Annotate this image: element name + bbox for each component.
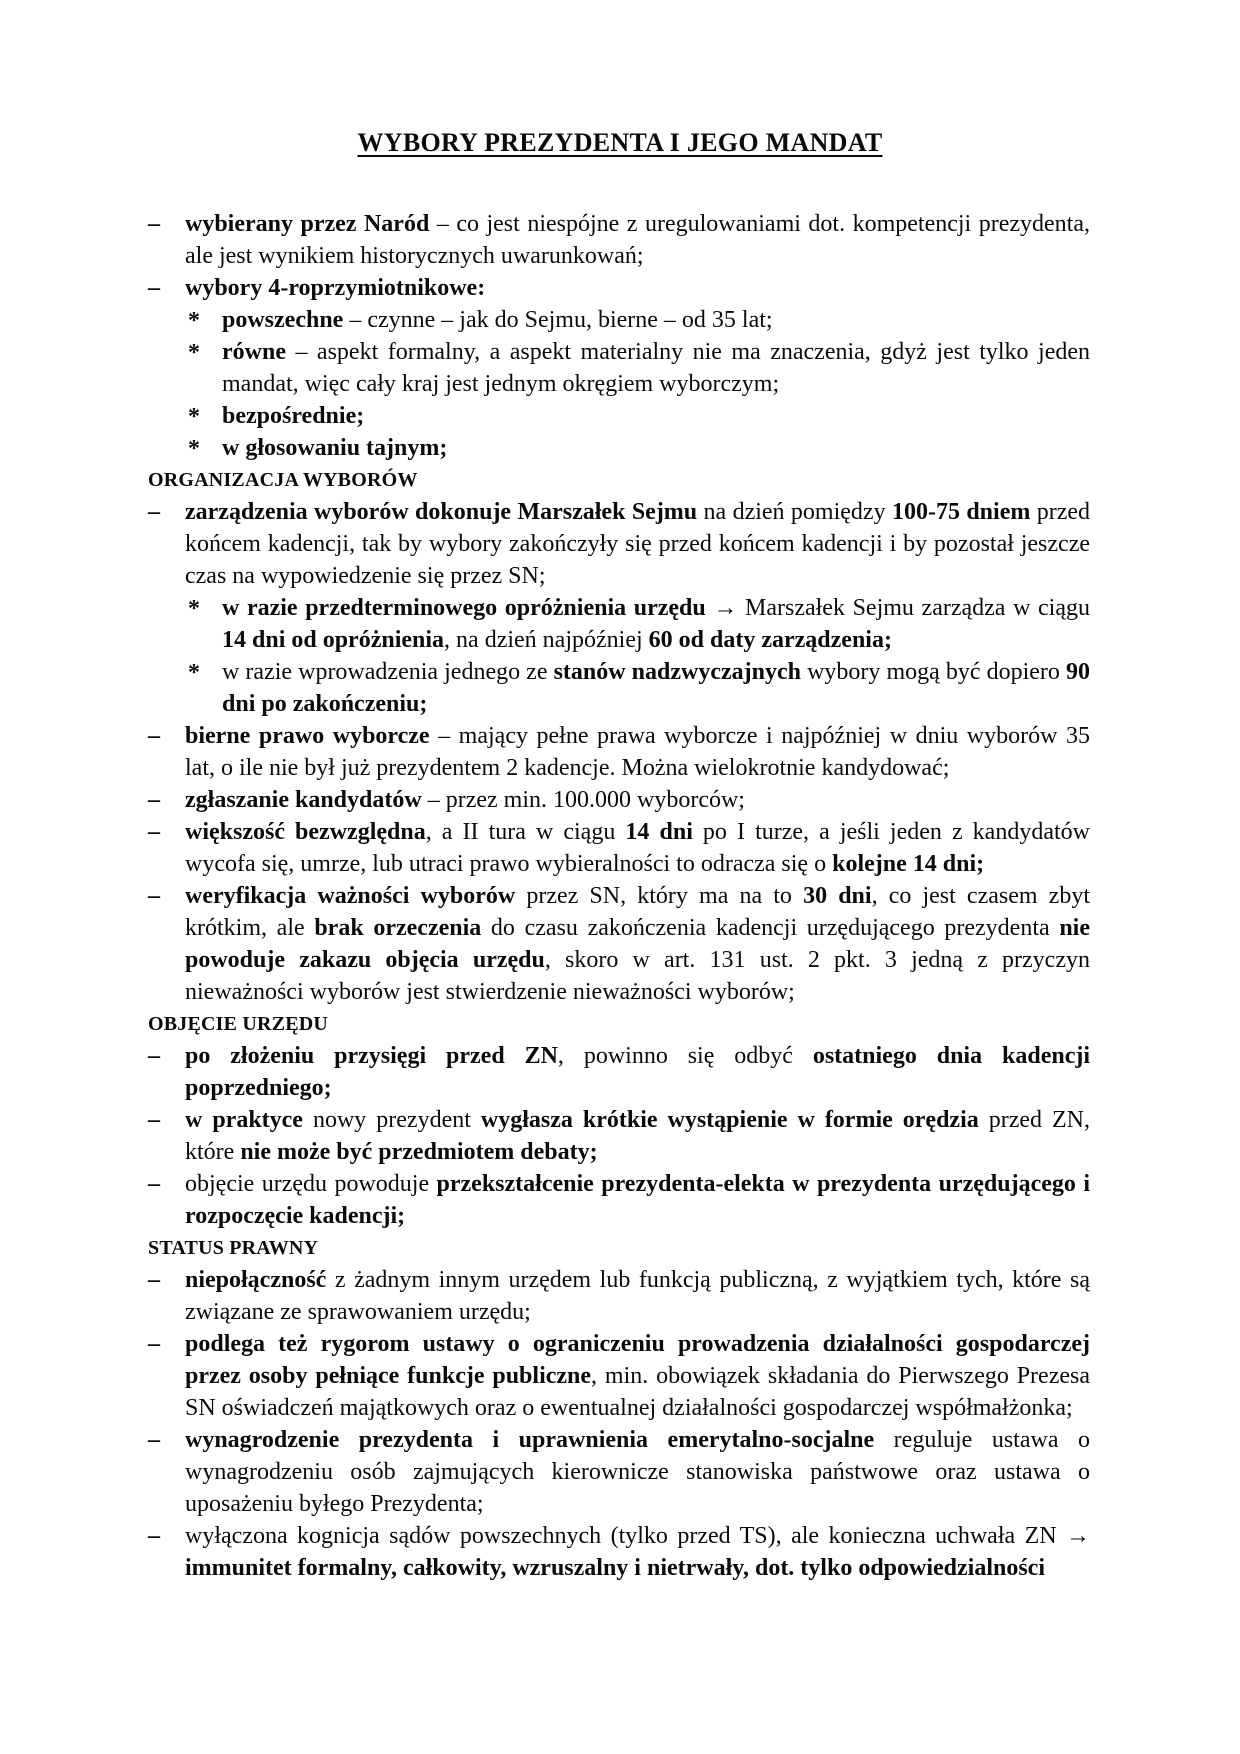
text-segment: reguluje ustawa o wynagrodzeniu osób zajmujących kierownicze stanowiska państwowe oraz ustawa o uposażeniu byłego Prezydenta;	[185, 1427, 1091, 1517]
text-segment-bold: brak orzeczenia	[314, 915, 482, 941]
dash-marker: –	[148, 883, 160, 909]
text-segment-bold: wybory 4-roprzymiotnikowe:	[185, 275, 486, 301]
list-item	[148, 1040, 1090, 1104]
text-segment: objęcie urzędu powoduje	[185, 1171, 437, 1197]
text-segment: , na dzień najpóźniej	[444, 627, 649, 653]
list-item	[148, 720, 1090, 784]
text-segment: nowy prezydent	[302, 1107, 481, 1133]
section-heading	[148, 1232, 1090, 1264]
list-item	[148, 336, 1090, 400]
text-segment-bold: nie powoduje zakazu objęcia urzędu	[185, 915, 1090, 973]
text-segment: , co jest czasem zbyt krótkim, ale	[185, 883, 1090, 941]
asterisk-marker: *	[188, 340, 200, 366]
list-item	[148, 304, 1090, 336]
list-item	[148, 656, 1090, 720]
list-item	[148, 1104, 1090, 1168]
text-segment-bold: bezpośrednie;	[222, 403, 365, 429]
text-segment: – przez min. 100.000 wyborców;	[421, 787, 745, 813]
text-segment: wybory mogą być dopiero	[800, 659, 1066, 685]
page-title	[0, 126, 1240, 160]
text-segment: – aspekt formalny, a aspekt materialny nie ma znaczenia, gdyż jest tylko jeden mandat, więc cały kraj jest jednym okręgiem wyborczym;	[222, 339, 1090, 397]
dash-marker: –	[148, 1331, 160, 1357]
text-segment-bold: w razie przedterminowego opróżnienia urzędu	[222, 595, 706, 621]
text-segment-bold: 60 od daty zarządzenia;	[648, 627, 892, 653]
text-segment-bold: ORGANIZACJA WYBORÓW	[148, 469, 418, 491]
dash-marker: –	[148, 819, 160, 845]
text-segment-bold: zgłaszanie kandydatów	[185, 787, 422, 813]
text-segment-bold: podlega też rygorom ustawy o ograniczeniu prowadzenia działalności gospodarczej przez osoby pełniące funkcje publiczne	[185, 1331, 1090, 1389]
dash-marker: –	[148, 211, 160, 237]
section-heading	[148, 1008, 1090, 1040]
text-segment: , a II tura w ciągu	[425, 819, 626, 845]
text-segment-bold: 30 dni	[803, 883, 872, 909]
text-segment: – mający pełne prawa wyborcze i najpóźniej w dniu wyborów 35 lat, o ile nie był już prezydentem 2 kadencje. Można wielokrotnie kandydować;	[185, 723, 1090, 781]
text-segment-bold: weryfikacja ważności wyborów	[185, 883, 516, 909]
text-segment: do czasu zakończenia kadencji urzędującego prezydenta	[481, 915, 1060, 941]
asterisk-marker: *	[188, 308, 200, 334]
text-segment-bold: 14 dni	[625, 819, 693, 845]
text-segment: , min. obowiązek składania do Pierwszego Prezesa SN oświadczeń majątkowych oraz o ewentualnej działalności gospodarczej współmałżonka;	[185, 1363, 1090, 1421]
text-segment-bold: powszechne	[222, 307, 344, 333]
asterisk-marker: *	[188, 436, 200, 462]
text-segment-bold: wybierany przez Naród	[185, 211, 430, 237]
text-segment-bold: OBJĘCIE URZĘDU	[148, 1013, 329, 1035]
list-item	[148, 208, 1090, 272]
text-segment-bold: immunitet formalny, całkowity, wzruszalny i nietrwały, dot. tylko odpowiedzialności	[185, 1555, 1046, 1581]
dash-marker: –	[148, 1171, 160, 1197]
text-segment-bold: stanów nadzwyczajnych	[553, 659, 801, 685]
asterisk-marker: *	[188, 660, 200, 686]
text-segment: → Marszałek Sejmu zarządza w ciągu	[705, 595, 1091, 621]
list-item	[148, 816, 1090, 880]
text-segment: na dzień pomiędzy	[697, 499, 892, 525]
text-segment-bold: bierne prawo wyborcze	[185, 723, 430, 749]
text-segment: przed ZN, które	[185, 1107, 1090, 1165]
dash-marker: –	[148, 1043, 160, 1069]
list-item	[148, 1520, 1090, 1584]
text-segment-bold: STATUS PRAWNY	[148, 1237, 319, 1259]
dash-marker: –	[148, 1427, 160, 1453]
text-segment: przed końcem kadencji, tak by wybory zakończyły się przed końcem kadencji i by pozostał jeszcze czas na wypowiedzenie się przez SN;	[185, 499, 1091, 589]
dash-marker: –	[148, 723, 160, 749]
document-body	[148, 208, 1090, 1584]
dash-marker: –	[148, 1107, 160, 1133]
list-item	[148, 272, 1090, 304]
text-segment-bold: większość bezwzględna	[185, 819, 426, 845]
dash-marker: –	[148, 499, 160, 525]
dash-marker: –	[148, 1267, 160, 1293]
text-segment-bold: ostatniego dnia kadencji poprzedniego;	[185, 1043, 1091, 1101]
list-item	[148, 880, 1090, 1008]
section-heading	[148, 464, 1090, 496]
list-item	[148, 1328, 1090, 1424]
list-item	[148, 400, 1090, 432]
list-item	[148, 432, 1090, 464]
dash-marker: –	[148, 275, 160, 301]
text-segment-bold: wygłasza krótkie wystąpienie w formie orędzia	[480, 1107, 979, 1133]
list-item	[148, 592, 1090, 656]
text-segment-bold: w głosowaniu tajnym;	[222, 435, 448, 461]
dash-marker: –	[148, 1523, 160, 1549]
text-segment-bold: 14 dni od opróżnienia	[222, 627, 445, 653]
text-segment: po I turze, a jeśli jeden z kandydatów wycofa się, umrze, lub utraci prawo wybieralności to odracza się o	[185, 819, 1090, 877]
text-segment-bold: kolejne 14 dni;	[832, 851, 985, 877]
text-segment: w razie wprowadzenia jednego ze	[222, 659, 554, 685]
page-title-text: WYBORY PREZYDENTA I JEGO MANDAT	[357, 128, 883, 157]
asterisk-marker: *	[188, 596, 200, 622]
text-segment-bold: zarządzenia wyborów dokonuje Marszałek Sejmu	[185, 499, 698, 525]
list-item	[148, 1264, 1090, 1328]
text-segment: przez SN, który ma na to	[515, 883, 804, 909]
list-item	[148, 784, 1090, 816]
text-segment-bold: nie może być przedmiotem debaty;	[240, 1139, 598, 1165]
text-segment-bold: przekształcenie prezydenta-elekta w prezydenta urzędującego i rozpoczęcie kadencji;	[185, 1171, 1090, 1229]
list-item	[148, 496, 1090, 592]
list-item	[148, 1424, 1090, 1520]
text-segment-bold: 90 dni po zakończeniu;	[222, 659, 1090, 717]
text-segment: – co jest niespójne z uregulowaniami dot. kompetencji prezydenta, ale jest wynikiem historycznych uwarunkowań;	[185, 211, 1090, 269]
text-segment: , powinno się odbyć	[557, 1043, 813, 1069]
list-item	[148, 1168, 1090, 1232]
asterisk-marker: *	[188, 404, 200, 430]
text-segment: – czynne – jak do Sejmu, bierne – od 35 lat;	[343, 307, 773, 333]
dash-marker: –	[148, 787, 160, 813]
text-segment-bold: 100-75 dniem	[891, 499, 1031, 525]
text-segment: z żadnym innym urzędem lub funkcją publiczną, z wyjątkiem tych, które są związane ze sprawowaniem urzędu;	[185, 1267, 1090, 1325]
text-segment-bold: w praktyce	[185, 1107, 303, 1133]
text-segment-bold: po złożeniu przysięgi przed ZN	[185, 1043, 558, 1069]
text-segment: , skoro w art. 131 ust. 2 pkt. 3 jedną z przyczyn nieważności wyborów jest stwierdzenie nieważności wyborów;	[185, 947, 1090, 1005]
text-segment-bold: niepołączność	[185, 1267, 327, 1293]
text-segment: wyłączona kognicja sądów powszechnych (tylko przed TS), ale konieczna uchwała ZN →	[185, 1523, 1090, 1549]
text-segment-bold: równe	[222, 339, 286, 365]
text-segment-bold: wynagrodzenie prezydenta i uprawnienia emerytalno-socjalne	[185, 1427, 875, 1453]
